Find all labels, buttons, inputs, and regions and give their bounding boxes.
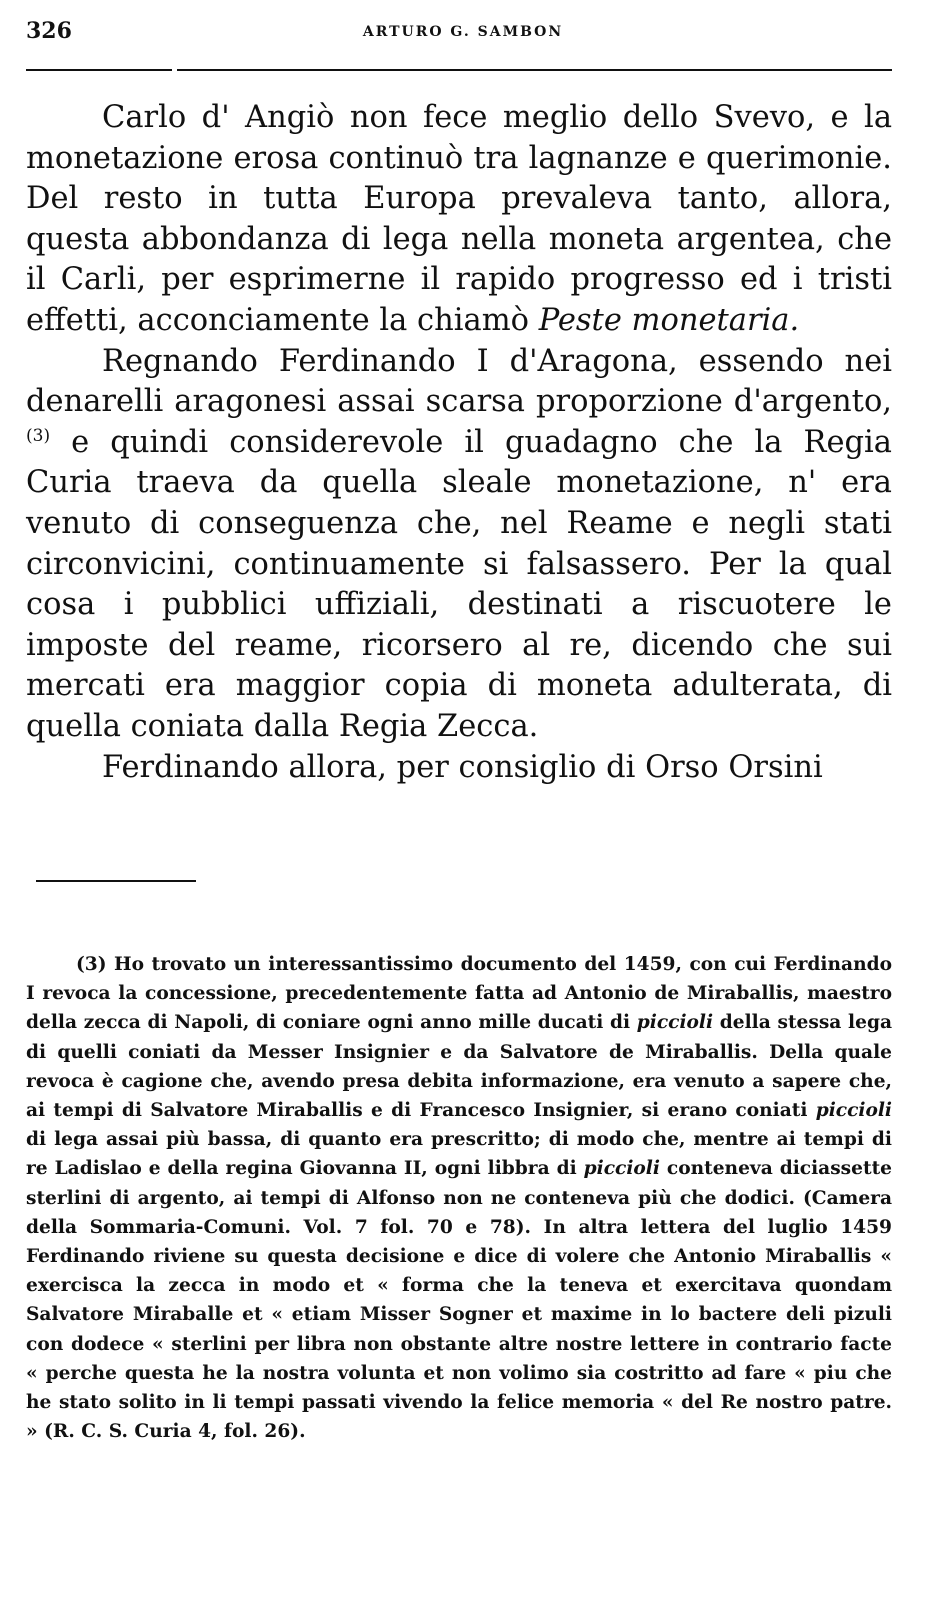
footnote-italic-3: piccioli [583,1158,660,1180]
body-text [26,98,892,788]
header-rule-gap [172,67,177,73]
paragraph-3-text: Ferdinando allora, per consiglio di Orso Orsini [102,749,823,785]
footnote-paragraph [26,950,892,1446]
page-number: 326 [26,18,72,44]
footnote-italic-1: piccioli [636,1012,714,1034]
footnote-text-c: di lega assai più bassa, di quanto era prescritto; di modo che, mentre ai tempi di re Ladislao e della regina Giovanna II, ogni libbra di [26,1129,892,1180]
footnote-italic-2: piccioli [815,1100,892,1122]
header-rule [26,69,892,71]
paragraph-2-text-b: e quindi considerevole il guadagno che la Regia Curia traeva da quella sleale monetazione, n' era venuto di conseguenza che, nel Reame e negli stati circonvicini, continuamente si falsassero. Per la qual cosa i pubblici uffiziali, destinati a riscuotere le imposte del reame, ricorsero al re, dicendo che sui mercati era maggior copia di moneta adulterata, di quella coniata dalla Regia Zecca. [26,424,892,744]
paragraph-1-italic: Peste monetaria. [538,302,800,338]
paragraph-1-text: Carlo d' Angiò non fece meglio dello Svevo, e la monetazione erosa continuò tra lagnanze e querimonie. Del resto in tutta Europa prevaleva tanto, allora, questa abbondanza di lega nella moneta argentea, che il Carli, per esprimerne il rapido progresso ed i tristi effetti, acconciamente la chiamò [26,100,892,338]
footnote-text-b: della stessa lega di quelli coniati da Messer Insignier e da Salvatore de Miraballis. Della quale revoca è cagione che, avendo presa debita informazione, era venuto a sapere che, ai tempi di Salvatore Miraballis e di Francesco Insignier, si erano coniati [26,1012,892,1122]
footnote-text-d: conteneva diciassette sterlini di argento, ai tempi di Alfonso non ne conteneva più che dodici. (Camera della Sommaria-Comuni. Vol. 7 fol. 70 e 78). In altra lettera del luglio 1459 Ferdinando riviene su questa decisione e dice di volere che Antonio Miraballis « exercisca la zecca in modo et « forma che la teneva et exercitava quondam Salvatore Miraballe et « etiam Misser Sogner et maxime in lo bactere deli pizuli con dodece « sterlini per libra non obstante altre nostre lettere in contrario facte « perche questa he la nostra volunta et non volimo sia costritto ad fare « piu che he stato solito in li tempi passati vivendo la felice memoria « del Re nostro patre. » (R. C. S. Curia 4, fol. 26). [26,1158,892,1443]
paragraph-1 [26,98,892,342]
footnote-text-a: (3) Ho trovato un interessantissimo documento del 1459, con cui Ferdinando I revoca la concessione, precedentemente fatta ad Antonio de Miraballis, maestro della zecca di Napoli, di coniare ogni anno mille ducati di [26,954,892,1034]
paragraph-2-text-a: Regnando Ferdinando I d'Aragona, essendo nei denarelli aragonesi assai scarsa proporzione d'argento, [26,343,892,420]
running-head [26,18,900,48]
paragraph-3 [26,748,892,789]
footnote-reference: (3) [26,425,51,446]
footnote-rule [36,880,196,882]
running-title: ARTURO G. SAMBON [362,24,564,40]
footnote [26,950,892,1446]
paragraph-2 [26,342,892,748]
